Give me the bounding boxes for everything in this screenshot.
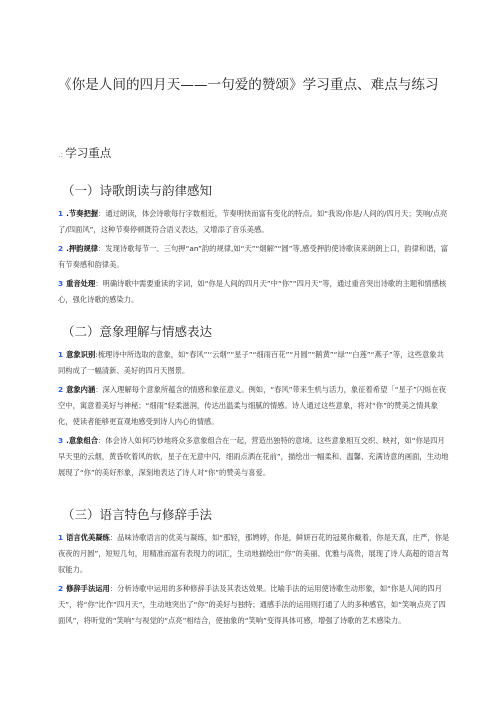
item-number: 2	[58, 385, 64, 394]
section-label: 学习重点	[65, 146, 112, 160]
item-text: ：体会诗人如何巧妙地将众多意象组合在一起，营造出独特的意境。这些意象相互交织、映衬，如“你是四月早天里的云烟，黄昏吹着风的软，星子在无意中闪，细雨点洒在花前”，描绘出一幅柔和、温馨、充满诗意的画面，生动地展现了“你”的美好形象，深刻地表达了诗人对“你”的赞美与喜爱。	[58, 436, 449, 477]
list-item	[58, 206, 450, 238]
subheading-1: （一）诗歌朗读与韵律感知	[62, 183, 213, 198]
item-number: 1	[58, 533, 64, 542]
item-text: ：通过朗读，体会诗歌每行字数相近，节奏明快而富有变化的特点。如“我说/你是/人间的/四月天；笑响/点亮了/四面风”，这种节奏停顿既符合语义表达，又增添了音乐美感。	[58, 209, 448, 234]
item-number: 3	[58, 436, 64, 445]
bullet-dot: .:	[58, 150, 64, 159]
item-label: 意象识别	[66, 350, 96, 359]
item-label: .节奏把握	[66, 209, 99, 218]
item-number: 1	[58, 209, 64, 218]
item-number: 1	[58, 350, 64, 359]
item-number: 2	[58, 244, 64, 253]
item-text: ：深入理解每个意象所蕴含的情感和象征意义。例如，“春风”带来生机与活力，象征着希望「“星子”闪烁在夜空中，寓意着美好与神秘；“细雨”轻柔滋润，传达出温柔与细腻的情感。诗人通过这些意象，将对“你”的赞美之情具象化，使读者能够更直观地感受到诗人内心的情感。	[58, 385, 447, 426]
list-item	[58, 581, 450, 629]
item-number: 2	[58, 584, 64, 593]
item-label: 重音处理	[66, 279, 96, 288]
item-label: 语言优美凝练	[66, 533, 110, 542]
document-title: 《你是人间的四月天——一句爱的赞颂》学习重点、难点与练习	[58, 77, 439, 93]
item-text: ：发现诗歌每节一、三句押“an”韵的规律,如“天”“烟解”“圆”等,感受押韵使诗歌读来朗朗上口，韵律和谐，富有节奏感和韵律美。	[58, 244, 449, 269]
list-item	[58, 276, 450, 308]
subheading-2: （二）意象理解与情感表达	[62, 324, 213, 339]
list-item	[58, 530, 450, 578]
list-item	[58, 382, 450, 430]
list-item	[58, 347, 450, 379]
subheading-3: （三）语言特色与修辞手法	[62, 507, 213, 522]
item-text: ：明确诗歌中需要重读的字词，如“你是人间的四月天”中“你”“四月天”等，通过重音突出诗歌的主题和情感核心，强化诗歌的感染力。	[58, 279, 447, 304]
item-label: 意象内涵	[66, 385, 96, 394]
item-number: 3	[58, 279, 64, 288]
section-heading	[58, 145, 111, 161]
item-text: :梳理诗中所选取的意象，如“春风”‘‘云烟”“星子”“细雨百花”“月圆”“鹅黄”“绿”“白莲”“燕子”等，这些意象共同构成了一幅清新、美好的四月天图景。	[58, 350, 444, 375]
list-item	[58, 433, 450, 481]
item-label: .意象组合	[66, 436, 99, 445]
item-text: ：品味诗歌语言的优美与凝练，如“那轻，那娉婷，你是，鲜妍百花的冠冕你戴着，你是天真，庄严，你是夜夜的月圆”，短短几句，用精准而富有表现力的词汇，生动地描绘出“你”的美丽、优雅与高贵，展现了诗人高超的语言驾驭能力。	[58, 533, 450, 574]
item-label: .押韵规律	[66, 244, 99, 253]
item-text: ：分析诗歌中运用的多种修辞手法及其表达效果。比喻手法的运用使诗歌生动形象，如“你是人间的四月天”，将“你”比作“四月天”，生动地突出了“你”的美好与独特；通感手法的运用则打通了人的多种感官，如“笑响点亮了四面风”，将听觉的“笑响”与视觉的“点亮”相结合，使抽象的“笑响”变得具体可感，增强了诗歌的艺术感染力。	[58, 584, 446, 625]
item-label: 修辞手法运用	[66, 584, 110, 593]
list-item	[58, 241, 450, 273]
